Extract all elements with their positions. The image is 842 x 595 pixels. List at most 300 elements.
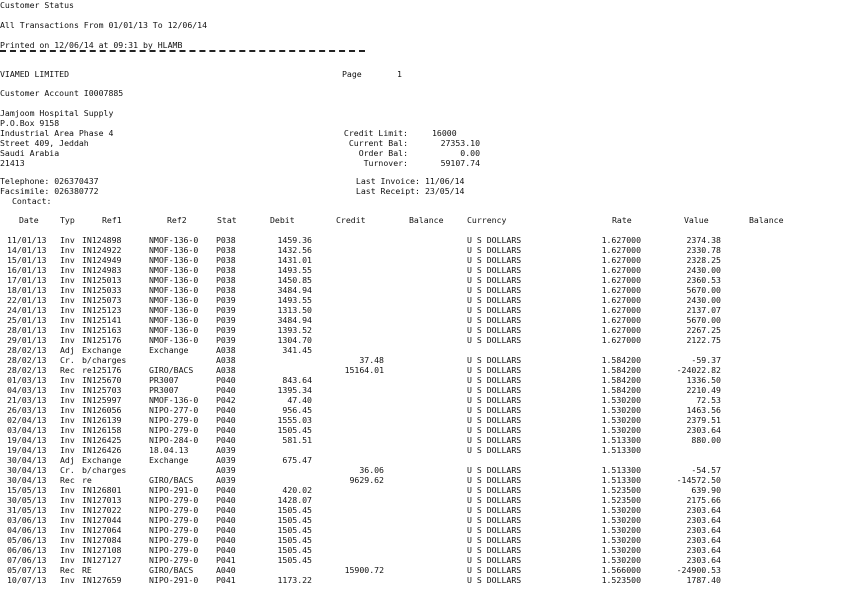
col-date: Date (19, 215, 39, 225)
cell-rate: 1.584200 (601, 385, 641, 395)
cell-date: 04/06/13 (7, 525, 47, 535)
cell-stat: A038 (216, 355, 236, 365)
cell-stat: P038 (216, 245, 236, 255)
cell-debit: 956.45 (282, 405, 312, 415)
table-row (0, 365, 842, 375)
cell-currency: U S DOLLARS (467, 485, 522, 495)
col-balance: Balance (409, 215, 444, 225)
cell-typ: Inv (60, 435, 75, 445)
table-row (0, 555, 842, 565)
address-line-3: Industrial Area Phase 4 (0, 128, 114, 138)
cell-debit: 1313.50 (277, 305, 312, 315)
table-row (0, 545, 842, 555)
cell-ref1: IN125997 (82, 395, 122, 405)
cell-value: 2267.25 (686, 325, 721, 335)
cell-value: 2303.64 (686, 425, 721, 435)
cell-rate: 1.530200 (601, 545, 641, 555)
cell-typ: Inv (60, 535, 75, 545)
table-row (0, 245, 842, 255)
cell-stat: P040 (216, 525, 236, 535)
cell-value: 639.90 (691, 485, 721, 495)
cell-date: 17/01/13 (7, 275, 47, 285)
cell-rate: 1.627000 (601, 335, 641, 345)
cell-value: 2122.75 (686, 335, 721, 345)
cell-value: 1336.50 (686, 375, 721, 385)
cell-rate: 1.513300 (601, 445, 641, 455)
cell-debit: 675.47 (282, 455, 312, 465)
cell-date: 25/01/13 (7, 315, 47, 325)
cell-ref2: NIPO-279-0 (149, 535, 199, 545)
cell-ref2: NMOF-136-0 (149, 295, 199, 305)
cell-currency: U S DOLLARS (467, 525, 522, 535)
cell-rate: 1.530200 (601, 525, 641, 535)
cell-rate: 1.523500 (601, 485, 641, 495)
cell-ref1: IN124922 (82, 245, 122, 255)
cell-ref2: NIPO-284-0 (149, 435, 199, 445)
cell-typ: Inv (60, 285, 75, 295)
cell-ref1: IN125670 (82, 375, 122, 385)
report-date-range: All Transactions From 01/01/13 To 12/06/14 (0, 20, 208, 30)
cell-ref1: IN127108 (82, 545, 122, 555)
cell-value: 2137.07 (686, 305, 721, 315)
cell-debit: 1505.45 (277, 555, 312, 565)
table-row (0, 455, 842, 465)
cell-currency: U S DOLLARS (467, 515, 522, 525)
cell-currency: U S DOLLARS (467, 285, 522, 295)
cell-ref1: IN125073 (82, 295, 122, 305)
page-label: Page (342, 69, 362, 79)
cell-typ: Inv (60, 385, 75, 395)
cell-credit: 36.06 (359, 465, 384, 475)
cell-value: 2379.51 (686, 415, 721, 425)
cell-ref2: NMOF-136-0 (149, 395, 199, 405)
cell-debit: 1395.34 (277, 385, 312, 395)
cell-typ: Inv (60, 305, 75, 315)
cell-ref2: NMOF-136-0 (149, 265, 199, 275)
cell-value: -54.57 (691, 465, 721, 475)
cell-typ: Inv (60, 415, 75, 425)
col-rate: Rate (612, 215, 632, 225)
cell-ref2: Exchange (149, 345, 189, 355)
table-row (0, 565, 842, 575)
cell-typ: Adj (60, 345, 75, 355)
cell-ref1: IN126801 (82, 485, 122, 495)
cell-value: 2374.38 (686, 235, 721, 245)
cell-typ: Inv (60, 315, 75, 325)
cell-value: -24022.82 (676, 365, 721, 375)
divider-rule (0, 50, 365, 52)
table-row (0, 495, 842, 505)
cell-stat: P041 (216, 575, 236, 585)
current-bal-label: Current Bal: (348, 138, 408, 148)
cell-rate: 1.566000 (601, 565, 641, 575)
cell-stat: P040 (216, 495, 236, 505)
col-ref1: Ref1 (102, 215, 122, 225)
cell-currency: U S DOLLARS (467, 425, 522, 435)
cell-stat: P040 (216, 425, 236, 435)
cell-typ: Inv (60, 515, 75, 525)
cell-typ: Inv (60, 525, 75, 535)
cell-currency: U S DOLLARS (467, 255, 522, 265)
cell-stat: P038 (216, 285, 236, 295)
cell-value: 1787.40 (686, 575, 721, 585)
credit-limit-value: 16000 (432, 128, 457, 138)
cell-stat: P040 (216, 545, 236, 555)
cell-rate: 1.530200 (601, 395, 641, 405)
cell-ref2: NIPO-279-0 (149, 505, 199, 515)
cell-typ: Inv (60, 265, 75, 275)
contact-label: Contact: (12, 196, 52, 206)
table-row (0, 255, 842, 265)
cell-value: 5670.00 (686, 315, 721, 325)
cell-date: 18/01/13 (7, 285, 47, 295)
table-row (0, 485, 842, 495)
cell-rate: 1.530200 (601, 415, 641, 425)
cell-date: 22/01/13 (7, 295, 47, 305)
cell-debit: 1432.56 (277, 245, 312, 255)
cell-date: 03/04/13 (7, 425, 47, 435)
cell-rate: 1.627000 (601, 235, 641, 245)
cell-ref2: GIRO/BACS (149, 565, 194, 575)
cell-value: 5670.00 (686, 285, 721, 295)
cell-date: 28/01/13 (7, 325, 47, 335)
col-ref2: Ref2 (167, 215, 187, 225)
cell-debit: 420.02 (282, 485, 312, 495)
column-header-row (0, 215, 842, 225)
cell-date: 11/01/13 (7, 235, 47, 245)
turnover-label: Turnover: (363, 158, 408, 168)
cell-value: 2303.64 (686, 545, 721, 555)
cell-rate: 1.530200 (601, 535, 641, 545)
cell-typ: Inv (60, 395, 75, 405)
cell-rate: 1.627000 (601, 285, 641, 295)
cell-currency: U S DOLLARS (467, 315, 522, 325)
cell-typ: Inv (60, 445, 75, 455)
cell-value: 2303.64 (686, 535, 721, 545)
cell-date: 21/03/13 (7, 395, 47, 405)
last-invoice-value: 11/06/14 (425, 176, 465, 186)
cell-debit: 1459.36 (277, 235, 312, 245)
cell-ref1: IN125703 (82, 385, 122, 395)
cell-date: 24/01/13 (7, 305, 47, 315)
cell-date: 04/03/13 (7, 385, 47, 395)
order-bal-value: 0.00 (460, 148, 480, 158)
last-invoice-label: Last Invoice: (355, 176, 420, 186)
cell-ref1: IN125033 (82, 285, 122, 295)
table-row (0, 575, 842, 585)
cell-ref2: NMOF-136-0 (149, 305, 199, 315)
cell-date: 05/06/13 (7, 535, 47, 545)
cell-typ: Cr. (60, 465, 75, 475)
cell-stat: P038 (216, 265, 236, 275)
cell-value: 2328.25 (686, 255, 721, 265)
cell-currency: U S DOLLARS (467, 245, 522, 255)
turnover-value: 59107.74 (440, 158, 480, 168)
cell-date: 29/01/13 (7, 335, 47, 345)
cell-ref2: NMOF-136-0 (149, 235, 199, 245)
cell-debit: 1505.45 (277, 505, 312, 515)
table-row (0, 515, 842, 525)
cell-stat: P039 (216, 295, 236, 305)
cell-currency: U S DOLLARS (467, 385, 522, 395)
cell-rate: 1.513300 (601, 435, 641, 445)
customer-account: Customer Account I0007885 (0, 88, 124, 98)
cell-ref2: NMOF-136-0 (149, 285, 199, 295)
cell-rate: 1.530200 (601, 555, 641, 565)
cell-date: 19/04/13 (7, 445, 47, 455)
cell-ref1: IN126158 (82, 425, 122, 435)
cell-ref1: re125176 (82, 365, 122, 375)
cell-ref1: Exchange (82, 345, 122, 355)
cell-typ: Inv (60, 505, 75, 515)
cell-stat: A040 (216, 565, 236, 575)
table-row (0, 395, 842, 405)
cell-ref1: IN125123 (82, 305, 122, 315)
table-row (0, 475, 842, 485)
table-row (0, 465, 842, 475)
cell-typ: Inv (60, 325, 75, 335)
cell-rate: 1.584200 (601, 365, 641, 375)
cell-typ: Inv (60, 335, 75, 345)
address-line-5: Saudi Arabia (0, 148, 60, 158)
cell-stat: P038 (216, 235, 236, 245)
cell-typ: Inv (60, 235, 75, 245)
cell-ref2: PR3007 (149, 375, 179, 385)
table-row (0, 355, 842, 365)
cell-date: 03/06/13 (7, 515, 47, 525)
cell-currency: U S DOLLARS (467, 565, 522, 575)
table-row (0, 385, 842, 395)
table-row (0, 325, 842, 335)
cell-currency: U S DOLLARS (467, 335, 522, 345)
cell-date: 30/05/13 (7, 495, 47, 505)
cell-currency: U S DOLLARS (467, 375, 522, 385)
cell-currency: U S DOLLARS (467, 535, 522, 545)
cell-ref1: IN127127 (82, 555, 122, 565)
order-bal-label: Order Bal: (358, 148, 408, 158)
table-row (0, 445, 842, 455)
cell-ref1: RE (82, 565, 92, 575)
cell-stat: P039 (216, 335, 236, 345)
cell-credit: 9629.62 (349, 475, 384, 485)
cell-ref2: NIPO-291-0 (149, 575, 199, 585)
cell-ref2: NMOF-136-0 (149, 315, 199, 325)
report-title: Customer Status (0, 0, 74, 10)
cell-date: 19/04/13 (7, 435, 47, 445)
cell-ref2: NMOF-136-0 (149, 255, 199, 265)
cell-date: 01/03/13 (7, 375, 47, 385)
company-name: VIAMED LIMITED (0, 69, 70, 79)
cell-currency: U S DOLLARS (467, 545, 522, 555)
cell-stat: P040 (216, 415, 236, 425)
table-row (0, 265, 842, 275)
cell-debit: 1493.55 (277, 265, 312, 275)
cell-debit: 1393.52 (277, 325, 312, 335)
cell-ref1: IN126056 (82, 405, 122, 415)
page-number: 1 (397, 69, 402, 79)
cell-rate: 1.523500 (601, 575, 641, 585)
current-bal-value: 27353.10 (440, 138, 480, 148)
address-line-2: P.O.Box 9158 (0, 118, 60, 128)
cell-debit: 341.45 (282, 345, 312, 355)
telephone: Telephone: 026370437 (0, 176, 99, 186)
cell-rate: 1.530200 (601, 515, 641, 525)
cell-currency: U S DOLLARS (467, 465, 522, 475)
cell-ref2: NMOF-136-0 (149, 245, 199, 255)
cell-value: 2303.64 (686, 505, 721, 515)
col-debit: Debit (270, 215, 295, 225)
cell-date: 26/03/13 (7, 405, 47, 415)
cell-currency: U S DOLLARS (467, 495, 522, 505)
cell-value: 2303.64 (686, 515, 721, 525)
cell-ref1: IN126139 (82, 415, 122, 425)
cell-currency: U S DOLLARS (467, 235, 522, 245)
cell-ref1: IN127013 (82, 495, 122, 505)
cell-credit: 37.48 (359, 355, 384, 365)
cell-stat: P040 (216, 485, 236, 495)
table-row (0, 305, 842, 315)
table-row (0, 405, 842, 415)
cell-typ: Cr. (60, 355, 75, 365)
cell-currency: U S DOLLARS (467, 405, 522, 415)
table-row (0, 525, 842, 535)
cell-stat: P040 (216, 375, 236, 385)
col-currency: Currency (467, 215, 507, 225)
cell-debit: 1505.45 (277, 515, 312, 525)
cell-currency: U S DOLLARS (467, 555, 522, 565)
cell-stat: P040 (216, 505, 236, 515)
cell-ref2: Exchange (149, 455, 189, 465)
cell-ref2: NIPO-277-0 (149, 405, 199, 415)
cell-stat: A039 (216, 465, 236, 475)
cell-date: 07/06/13 (7, 555, 47, 565)
cell-currency: U S DOLLARS (467, 295, 522, 305)
cell-date: 28/02/13 (7, 345, 47, 355)
table-row (0, 375, 842, 385)
cell-typ: Inv (60, 485, 75, 495)
cell-ref1: IN126426 (82, 445, 122, 455)
cell-stat: P038 (216, 275, 236, 285)
cell-credit: 15900.72 (344, 565, 384, 575)
table-row (0, 235, 842, 245)
cell-ref1: b/charges (82, 465, 127, 475)
cell-typ: Inv (60, 275, 75, 285)
table-row (0, 295, 842, 305)
cell-rate: 1.627000 (601, 325, 641, 335)
cell-value: -59.37 (691, 355, 721, 365)
table-row (0, 435, 842, 445)
cell-stat: A039 (216, 455, 236, 465)
cell-rate: 1.627000 (601, 275, 641, 285)
cell-debit: 581.51 (282, 435, 312, 445)
cell-stat: P039 (216, 315, 236, 325)
cell-stat: P040 (216, 535, 236, 545)
cell-typ: Inv (60, 245, 75, 255)
cell-stat: P040 (216, 515, 236, 525)
cell-currency: U S DOLLARS (467, 475, 522, 485)
cell-ref2: NMOF-136-0 (149, 275, 199, 285)
cell-value: 2175.66 (686, 495, 721, 505)
cell-rate: 1.523500 (601, 495, 641, 505)
cell-ref2: NIPO-279-0 (149, 425, 199, 435)
cell-ref2: NIPO-279-0 (149, 515, 199, 525)
cell-ref1: IN127659 (82, 575, 122, 585)
cell-ref1: Exchange (82, 455, 122, 465)
cell-typ: Inv (60, 545, 75, 555)
cell-stat: P040 (216, 385, 236, 395)
cell-currency: U S DOLLARS (467, 435, 522, 445)
cell-ref1: IN124983 (82, 265, 122, 275)
cell-value: 2360.53 (686, 275, 721, 285)
cell-date: 10/07/13 (7, 575, 47, 585)
cell-ref2: NMOF-136-0 (149, 325, 199, 335)
cell-rate: 1.627000 (601, 265, 641, 275)
table-row (0, 425, 842, 435)
cell-stat: P038 (216, 255, 236, 265)
cell-typ: Adj (60, 455, 75, 465)
cell-value: 1463.56 (686, 405, 721, 415)
cell-date: 14/01/13 (7, 245, 47, 255)
address-line-1: Jamjoom Hospital Supply (0, 108, 114, 118)
table-row (0, 535, 842, 545)
cell-stat: A038 (216, 365, 236, 375)
cell-ref1: IN125141 (82, 315, 122, 325)
cell-date: 02/04/13 (7, 415, 47, 425)
cell-currency: U S DOLLARS (467, 325, 522, 335)
cell-ref1: IN126425 (82, 435, 122, 445)
cell-stat: P040 (216, 435, 236, 445)
cell-debit: 1505.45 (277, 525, 312, 535)
table-row (0, 315, 842, 325)
cell-date: 15/05/13 (7, 485, 47, 495)
cell-debit: 1505.45 (277, 425, 312, 435)
cell-rate: 1.584200 (601, 355, 641, 365)
cell-ref2: NIPO-279-0 (149, 525, 199, 535)
cell-stat: P040 (216, 405, 236, 415)
table-row (0, 285, 842, 295)
table-row (0, 275, 842, 285)
cell-currency: U S DOLLARS (467, 505, 522, 515)
cell-debit: 47.40 (287, 395, 312, 405)
cell-typ: Rec (60, 365, 75, 375)
cell-stat: A039 (216, 475, 236, 485)
cell-date: 28/02/13 (7, 355, 47, 365)
cell-rate: 1.530200 (601, 405, 641, 415)
cell-date: 15/01/13 (7, 255, 47, 265)
cell-ref1: IN127084 (82, 535, 122, 545)
cell-date: 30/04/13 (7, 455, 47, 465)
cell-ref2: NIPO-291-0 (149, 485, 199, 495)
address-line-4: Street 409, Jeddah (0, 138, 89, 148)
cell-rate: 1.513300 (601, 475, 641, 485)
cell-ref1: IN127064 (82, 525, 122, 535)
cell-typ: Inv (60, 425, 75, 435)
cell-date: 28/02/13 (7, 365, 47, 375)
cell-ref1: IN124949 (82, 255, 122, 265)
cell-debit: 1431.01 (277, 255, 312, 265)
cell-typ: Rec (60, 475, 75, 485)
cell-credit: 15164.01 (344, 365, 384, 375)
cell-ref2: NIPO-279-0 (149, 545, 199, 555)
cell-typ: Inv (60, 375, 75, 385)
cell-typ: Inv (60, 405, 75, 415)
last-receipt-value: 23/05/14 (425, 186, 465, 196)
cell-date: 16/01/13 (7, 265, 47, 275)
cell-rate: 1.627000 (601, 305, 641, 315)
cell-stat: A038 (216, 345, 236, 355)
cell-stat: P039 (216, 325, 236, 335)
cell-ref2: GIRO/BACS (149, 365, 194, 375)
